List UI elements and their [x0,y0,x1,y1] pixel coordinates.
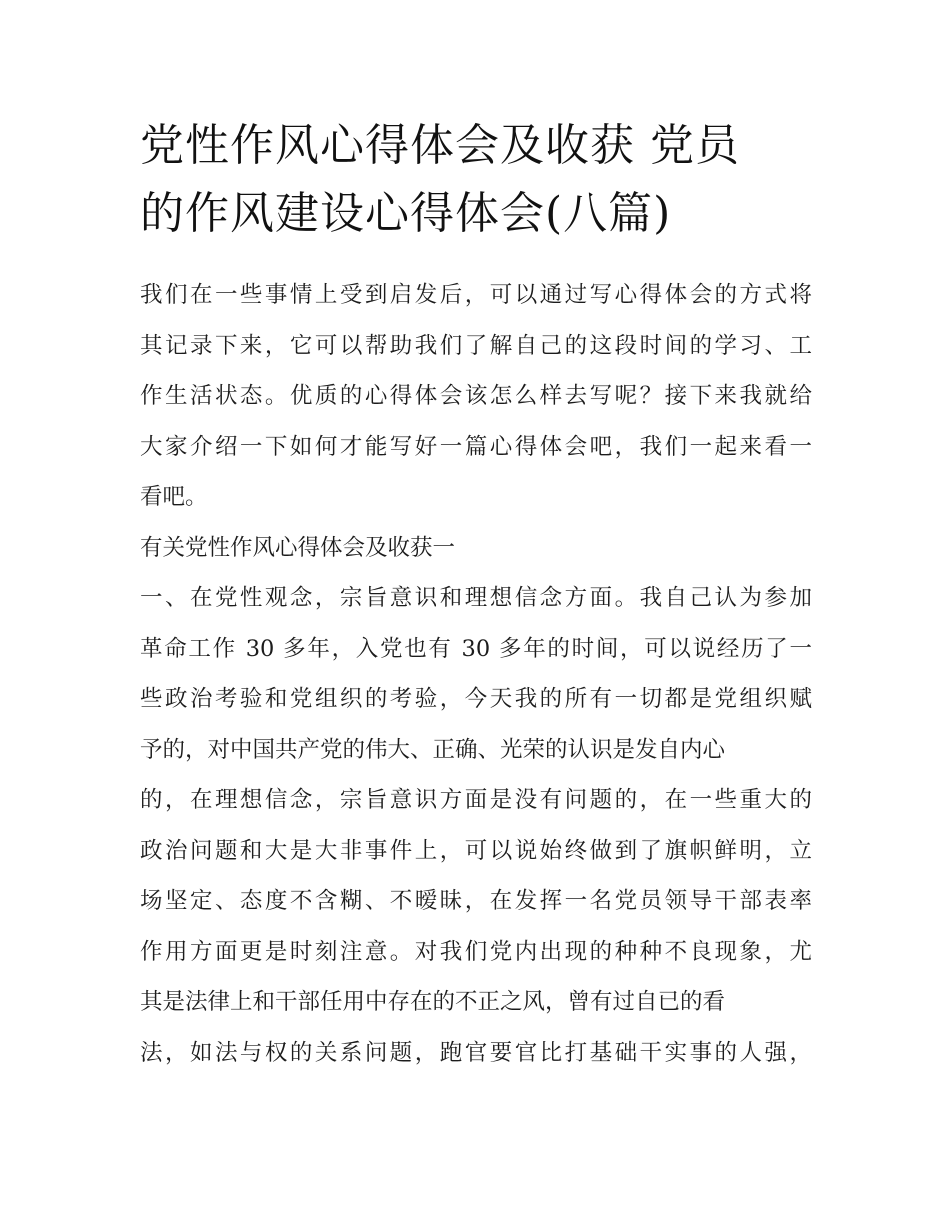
body-line-2: 革命工作 30 多年，入党也有 30 多年的时间，可以说经历了一 [140,635,812,662]
intro-line-3: 作生活状态。优质的心得体会该怎么样去写呢？接下来我就给 [140,383,812,409]
intro-line-4: 大家介绍一下如何才能写好一篇心得体会吧，我们一起来看一 [140,433,812,460]
document-page [140,112,812,1078]
body-line-8: 作用方面更是时刻注意。对我们党内出现的种种不良现象，尤 [140,938,812,965]
body-paragraph [140,573,812,1078]
intro-line-1: 我们在一些事情上受到启发后，可以通过写心得体会的方式将 [140,282,812,308]
body-line-9: 其是法律上和干部任用中存在的不正之风，曾有过自已的看 [140,989,726,1015]
body-line-6: 政治问题和大是大非事件上，可以说始终做到了旗帜鲜明，立 [140,837,812,864]
title-line-1: 党性作风心得体会及收获 党员 [140,120,740,171]
body-line-3: 些政治考验和党组织的考验，今天我的所有一切都是党组织赋 [140,686,812,712]
document-title [140,112,812,248]
intro-paragraph [140,270,812,523]
title-line-2: 的作风建设心得体会(八篇) [140,188,672,239]
body-line-7: 场坚定、态度不含糊、不暧昧，在发挥一名党员领导干部表率 [140,888,812,914]
section-heading: 有关党性作风心得体会及收获一 [140,534,456,561]
intro-line-2: 其记录下来，它可以帮助我们了解自己的这段时间的学习、工 [140,332,812,359]
body-line-1: 一、在党性观念，宗旨意识和理想信念方面。我自己认为参加 [140,585,812,611]
body-line-4: 予的，对中国共产党的伟大、正确、光荣的认识是发自内心 [140,736,726,763]
body-line-10: 法，如法与权的关系问题，跑官要官比打基础干实事的人强， [140,1039,812,1066]
intro-line-5: 看吧。 [140,484,208,510]
body-line-5: 的，在理想信念，宗旨意识方面是没有问题的，在一些重大的 [140,787,812,813]
